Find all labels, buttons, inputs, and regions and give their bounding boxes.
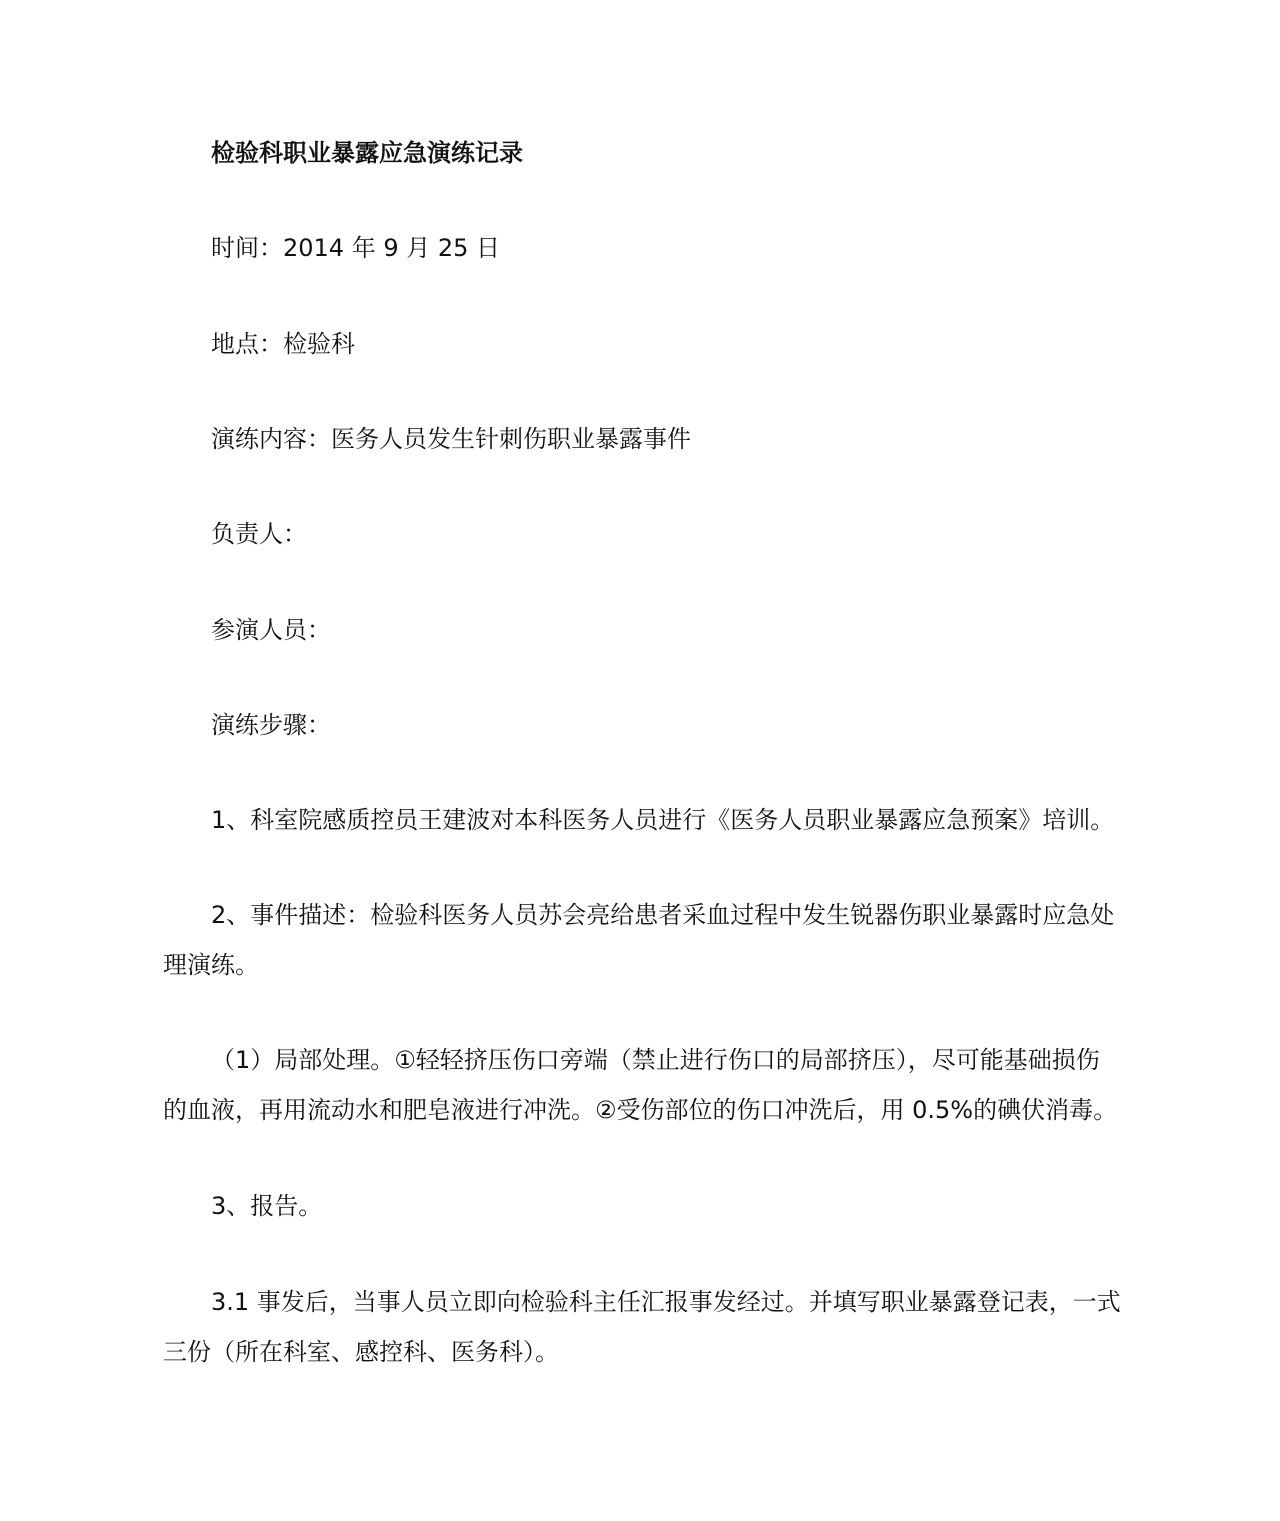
step-1: 1、科室院感质控员王建波对本科医务人员进行《医务人员职业暴露应急预案》培训。 xyxy=(211,806,1115,834)
step-2-line-1: 2、事件描述：检验科医务人员苏会亮给患者采血过程中发生锐器伤职业暴露时应急处 xyxy=(211,901,1115,929)
drill-content: 演练内容：医务人员发生针刺伤职业暴露事件 xyxy=(211,425,691,453)
drill-leader: 负责人： xyxy=(211,520,307,548)
step-2 xyxy=(163,891,1123,989)
drill-time: 时间：2014 年 9 月 25 日 xyxy=(211,234,501,262)
drill-place: 地点：检验科 xyxy=(211,330,355,358)
step-2-1-line-1: （1）局部处理。①轻轻挤压伤口旁端（禁止进行伤口的局部挤压），尽可能基础损伤 xyxy=(211,1046,1100,1074)
document-title: 检验科职业暴露应急演练记录 xyxy=(211,139,523,167)
step-3: 3、报告。 xyxy=(211,1192,323,1220)
step-3-1 xyxy=(163,1278,1123,1376)
drill-participants: 参演人员： xyxy=(211,616,331,644)
drill-steps-heading: 演练步骤： xyxy=(211,711,331,739)
step-3-1-line-1: 3.1 事发后，当事人员立即向检验科主任汇报事发经过。并填写职业暴露登记表，一式 xyxy=(211,1288,1121,1316)
step-3-1-line-2: 三份（所在科室、感控科、医务科）。 xyxy=(163,1338,559,1366)
step-2-line-2: 理演练。 xyxy=(163,951,259,979)
step-2-1-line-2: 的血液，再用流动水和肥皂液进行冲洗。②受伤部位的伤口冲洗后，用 0.5%的碘伏消毒。 xyxy=(163,1096,1118,1124)
step-2-1 xyxy=(163,1036,1123,1134)
